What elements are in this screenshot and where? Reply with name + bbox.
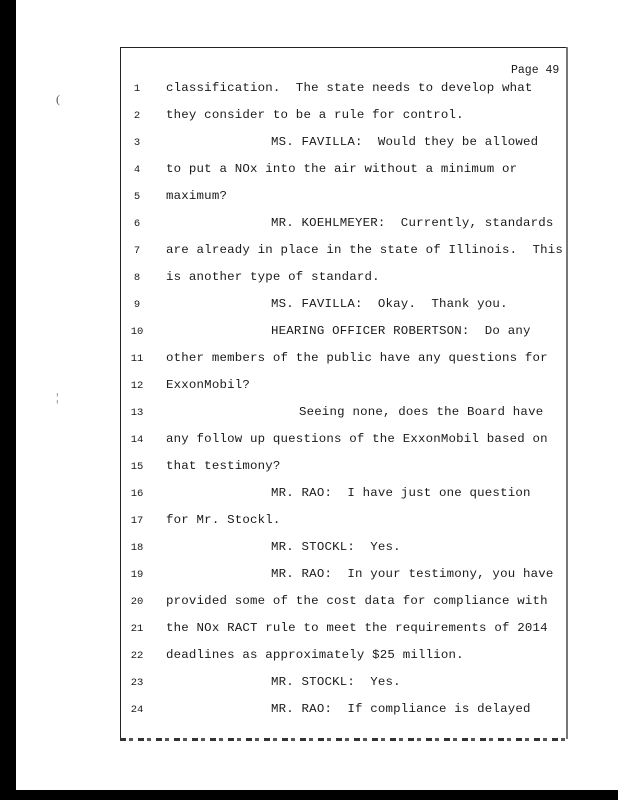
line-number: 3	[133, 137, 141, 149]
transcript-line	[0, 594, 566, 614]
transcript-line	[0, 675, 566, 695]
line-text: MS. FAVILLA: Would they be allowed	[271, 135, 539, 149]
line-text: MR. STOCKL: Yes.	[271, 540, 401, 554]
transcript-line	[0, 648, 566, 668]
line-number: 11	[130, 353, 144, 365]
line-number: 1	[133, 83, 141, 95]
line-text: is another type of standard.	[166, 270, 380, 284]
transcript-line	[0, 324, 566, 344]
transcript-line	[0, 378, 566, 398]
line-text: MR. RAO: In your testimony, you have	[271, 567, 554, 581]
transcript-line	[0, 405, 566, 425]
transcript-line	[0, 108, 566, 128]
line-number: 16	[130, 488, 144, 500]
line-text: MS. FAVILLA: Okay. Thank you.	[271, 297, 508, 311]
line-text: classification. The state needs to develop what	[166, 81, 533, 95]
line-number: 10	[130, 326, 144, 338]
transcript-line	[0, 135, 566, 155]
scan-bottom-border	[0, 790, 618, 800]
line-text: HEARING OFFICER ROBERTSON: Do any	[271, 324, 531, 338]
line-number: 7	[133, 245, 141, 257]
line-text: to put a NOx into the air without a minimum or	[166, 162, 518, 176]
line-number: 21	[130, 623, 144, 635]
line-text: provided some of the cost data for compliance with	[166, 594, 548, 608]
transcript-line	[0, 189, 566, 209]
line-text: deadlines as approximately $25 million.	[166, 648, 464, 662]
line-number: 22	[130, 650, 144, 662]
transcript-line	[0, 486, 566, 506]
line-text: MR. STOCKL: Yes.	[271, 675, 401, 689]
line-number: 5	[133, 191, 141, 203]
transcript-line	[0, 243, 566, 263]
binder-mark: ¦	[56, 390, 59, 404]
line-text: maximum?	[166, 189, 228, 203]
page-right-edge	[566, 47, 568, 739]
line-number: 9	[133, 299, 141, 311]
page-bottom-edge	[120, 738, 568, 741]
line-number: 4	[133, 164, 141, 176]
line-number: 14	[130, 434, 144, 446]
binder-mark: (	[56, 92, 60, 106]
line-number: 12	[130, 380, 144, 392]
line-number: 24	[130, 704, 144, 716]
line-number: 18	[130, 542, 144, 554]
line-text: MR. KOEHLMEYER: Currently, standards	[271, 216, 554, 230]
line-number: 17	[130, 515, 144, 527]
line-number: 19	[130, 569, 144, 581]
transcript-line	[0, 216, 566, 236]
line-text: they consider to be a rule for control.	[166, 108, 464, 122]
transcript-line	[0, 513, 566, 533]
line-text: for Mr. Stockl.	[166, 513, 281, 527]
line-text: Seeing none, does the Board have	[299, 405, 544, 419]
line-number: 23	[130, 677, 144, 689]
transcript-line	[0, 81, 566, 101]
transcript-line	[0, 270, 566, 290]
line-text: MR. RAO: I have just one question	[271, 486, 531, 500]
line-text: other members of the public have any questions for	[166, 351, 548, 365]
line-text: MR. RAO: If compliance is delayed	[271, 702, 531, 716]
line-text: the NOx RACT rule to meet the requirements of 2014	[166, 621, 548, 635]
line-number: 6	[133, 218, 141, 230]
line-number: 2	[133, 110, 141, 122]
transcript-line	[0, 702, 566, 722]
line-number: 13	[130, 407, 144, 419]
line-text: any follow up questions of the ExxonMobil based on	[166, 432, 548, 446]
line-number: 20	[130, 596, 144, 608]
transcript-line	[0, 162, 566, 182]
transcript-line	[0, 567, 566, 587]
line-number: 8	[133, 272, 141, 284]
line-number: 15	[130, 461, 144, 473]
page-number: Page 49	[511, 64, 560, 77]
transcript-line	[0, 351, 566, 371]
transcript-line	[0, 432, 566, 452]
transcript-line	[0, 621, 566, 641]
transcript-line	[0, 297, 566, 317]
transcript-line	[0, 459, 566, 479]
transcript-line	[0, 540, 566, 560]
line-text: are already in place in the state of Illinois. This	[166, 243, 564, 257]
line-text: ExxonMobil?	[166, 378, 250, 392]
line-text: that testimony?	[166, 459, 281, 473]
